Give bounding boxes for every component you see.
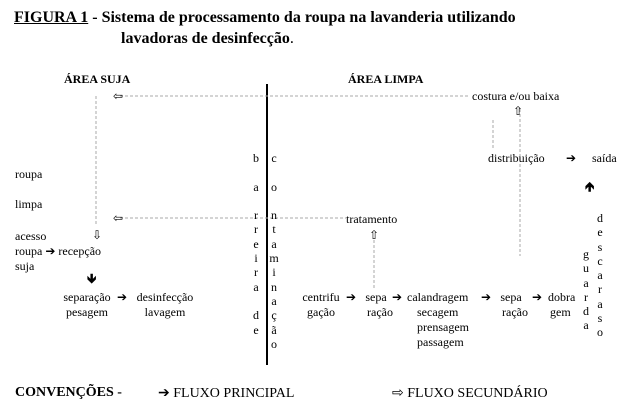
node-suja: suja <box>15 259 35 273</box>
arrow-up-icon: 🡹 <box>585 179 595 194</box>
node-roupa: roupa <box>15 167 43 181</box>
vertical-barreira: b a r r e i r a d e <box>253 151 259 337</box>
node-acesso: acesso <box>15 229 47 243</box>
node-sepa-1: sepa <box>365 290 387 304</box>
hollow-arrow-right-icon: ⇨ <box>392 386 404 401</box>
node-distribuicao: distribuição <box>488 151 545 165</box>
node-calandragem: calandragem <box>407 290 469 304</box>
node-prensagem: prensagem <box>417 320 469 334</box>
node-roupa-2: roupa <box>15 244 43 258</box>
secondary-flow-lines <box>96 96 520 288</box>
node-tratamento: tratamento <box>346 212 398 226</box>
vertical-guarda: g u a r d a <box>583 247 589 333</box>
node-desinfeccao: desinfecção <box>136 290 194 304</box>
node-centrifu: centrifu <box>302 290 340 304</box>
vertical-descarada: d e s c a r a s o <box>597 211 603 340</box>
node-costura: costura e/ou baixa <box>472 89 560 103</box>
node-saida: saída <box>592 151 617 165</box>
figure-label: FIGURA 1 <box>14 9 89 26</box>
vertical-contaminacao: c o n t a m i n a ç ã o <box>269 151 279 351</box>
hollow-up-arrow-costura: ⇧ <box>513 104 524 118</box>
node-racao-1: ração <box>367 305 393 319</box>
arrow-right-icon: ➔ <box>346 290 357 304</box>
node-passagem: passagem <box>417 335 464 349</box>
node-limpa: limpa <box>15 197 43 211</box>
node-dobra: dobra <box>548 290 576 304</box>
node-gacao: gação <box>307 305 335 319</box>
node-pesagem: pesagem <box>66 305 108 319</box>
legend-label: CONVENÇÕES - <box>15 385 122 400</box>
node-sepa-2: sepa <box>500 290 522 304</box>
area-clean-label: ÁREA LIMPA <box>348 72 424 86</box>
area-dirty-label: ÁREA SUJA <box>64 72 131 86</box>
legend-secondary-label: FLUXO SECUNDÁRIO <box>407 386 548 401</box>
arrow-down-icon: 🡻 <box>87 271 97 286</box>
node-recepcao: recepção <box>58 244 102 258</box>
arrow-right-icon: ➔ <box>158 386 170 401</box>
title-line-1: Sistema de processamento da roupa na lavanderia utilizando <box>101 9 516 26</box>
legend-secondary <box>392 385 548 402</box>
arrow-right-icon: ➔ <box>392 290 403 304</box>
hollow-down-arrow: ⇩ <box>92 228 103 242</box>
title-dot: . <box>289 30 294 47</box>
node-roupa-suja-row <box>15 244 101 258</box>
node-racao-2: ração <box>502 305 528 319</box>
arrow-right-icon: ➔ <box>566 151 577 165</box>
arrow-right-icon: ➔ <box>532 290 543 304</box>
legend-main <box>158 385 294 402</box>
title-line-2: lavadoras de desinfecção <box>121 30 290 47</box>
node-gem: gem <box>550 305 571 319</box>
legend-main-label: FLUXO PRINCIPAL <box>173 386 295 401</box>
arrow-right-icon: ➔ <box>45 244 56 258</box>
figure-sep: - <box>88 9 102 26</box>
arrow-right-icon: ➔ <box>481 290 492 304</box>
arrow-right-icon: ➔ <box>117 290 128 304</box>
hollow-left-arrow-mid: ⇦ <box>113 211 124 225</box>
node-separacao: separação <box>63 290 111 304</box>
hollow-left-arrow-top: ⇦ <box>113 89 124 103</box>
node-lavagem: lavagem <box>144 305 186 319</box>
node-secagem: secagem <box>417 305 459 319</box>
hollow-up-arrow-tratamento: ⇧ <box>369 228 380 242</box>
